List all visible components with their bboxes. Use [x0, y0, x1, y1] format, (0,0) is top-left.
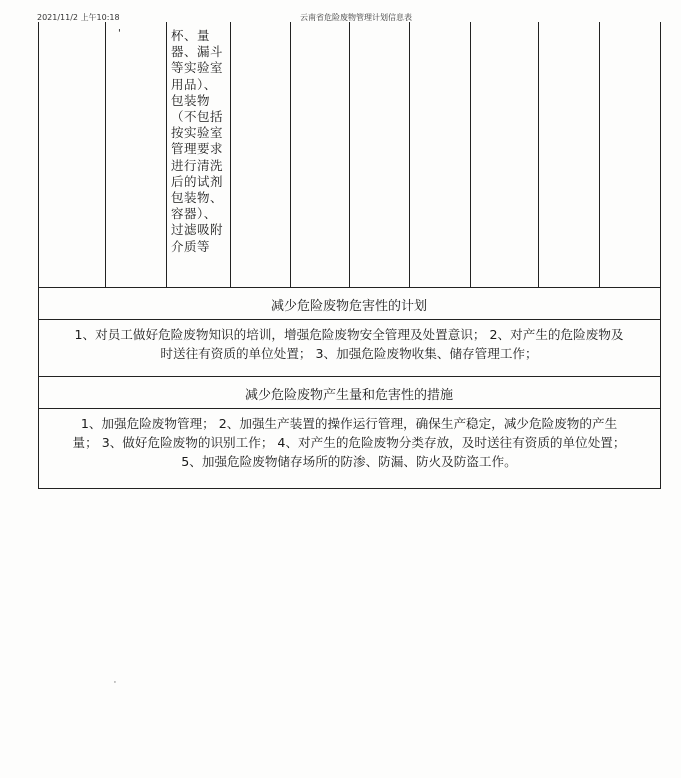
tick-mark: ' — [118, 28, 121, 39]
cell-line: 包装物 — [171, 92, 211, 108]
col-divider — [166, 22, 167, 287]
reduce-hazard-plan-title: 减少危险废物危害性的计划 — [270, 299, 427, 314]
row-divider — [38, 408, 661, 409]
cell-line: 容器）、 — [171, 206, 217, 222]
row-divider — [38, 287, 661, 288]
stray-mark: ' — [114, 680, 116, 688]
measure-line: 量； 3、做好危险废物的识别工作； 4、对产生的危险废物分类存放，及时送往有资质的单位处置； — [72, 435, 626, 450]
col-divider — [105, 22, 106, 287]
cell-line: 管理要求 — [171, 141, 224, 157]
col-divider — [290, 22, 291, 287]
cell-line: 进行清洗 — [171, 157, 224, 173]
cell-line: 用品）、 — [171, 76, 217, 92]
row-divider — [38, 319, 661, 320]
cell-line: 包装物、 — [171, 190, 224, 206]
table-border-left — [38, 22, 39, 488]
col-divider — [599, 22, 600, 287]
cell-line: 按实验室 — [171, 125, 224, 141]
cell-line: （不包括 — [171, 109, 224, 125]
cell-line: 等实验室 — [171, 60, 224, 76]
measure-line: 1、加强危险废物管理； 2、加强生产装置的操作运行管理，确保生产稳定，减少危险废物的产生 — [80, 416, 618, 431]
col-divider — [470, 22, 471, 287]
col-divider — [409, 22, 410, 287]
waste-description-cell — [171, 28, 233, 255]
print-header-datetime: 2021/11/2 上午10:18 — [37, 13, 120, 22]
cell-line: 介质等 — [171, 238, 211, 254]
reduce-hazard-plan-text — [40, 325, 658, 363]
cell-line: 杯、量 — [171, 28, 211, 43]
table-border-right — [660, 22, 661, 488]
reduce-measures-title: 减少危险废物产生量和危害性的措施 — [244, 388, 453, 403]
row-divider — [38, 376, 661, 377]
print-header-title: 云南省危险废物管理计划信息表 — [300, 13, 412, 22]
cell-line: 后的试剂 — [171, 173, 224, 189]
col-divider — [349, 22, 350, 287]
measure-line: 5、加强危险废物储存场所的防渗、防漏、防火及防盗工作。 — [181, 454, 517, 469]
cell-line: 过滤吸附 — [171, 222, 224, 238]
reduce-measures-text — [40, 414, 658, 471]
plan-line: 时送往有资质的单位处置； 3、加强危险废物收集、储存管理工作； — [160, 346, 538, 361]
col-divider — [538, 22, 539, 287]
cell-line: 器、漏斗 — [171, 44, 224, 60]
table-bottom-border — [38, 488, 661, 489]
plan-line: 1、对员工做好危险废物知识的培训，增强危险废物安全管理及处置意识； 2、对产生的危险废物及 — [74, 327, 624, 342]
